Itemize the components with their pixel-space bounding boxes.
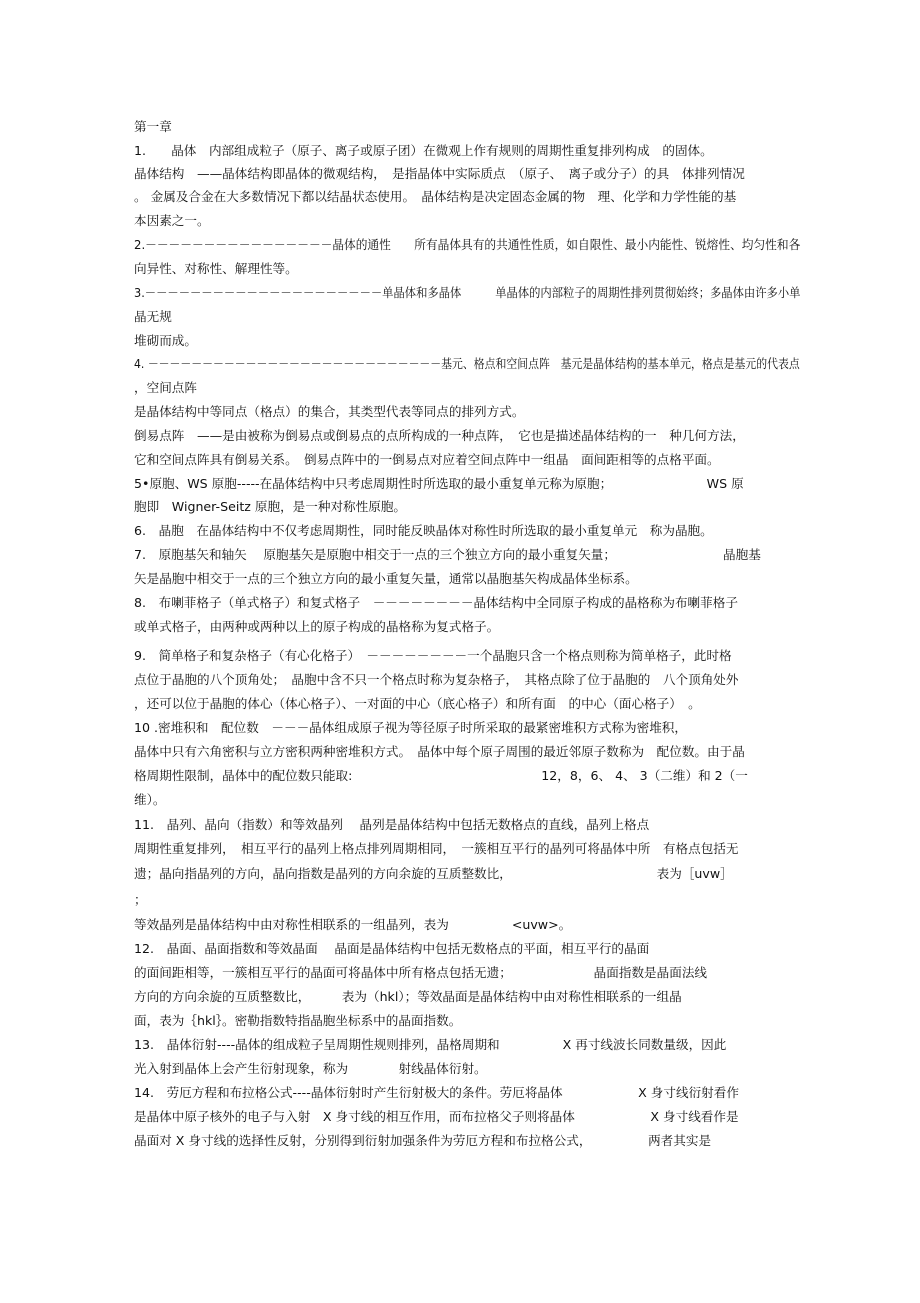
text-line: 是晶体结构中等同点（格点）的集合，其类型代表等同点的排列方式。 bbox=[134, 404, 525, 419]
text-line: 9. 简单格子和复杂格子（有心化格子） －－－－－－－－一个晶胞只含一个格点则称为简单格子，此时格 bbox=[134, 648, 732, 663]
text-line: 格周期性限制，晶体中的配位数只能取: 12，8，6、 4、 3（二维）和 2（一 bbox=[134, 768, 748, 783]
text-line: 倒易点阵 ——是由被称为倒易点或倒易点的点所构成的一种点阵， 它也是描述晶体结构的一 种几何方法， bbox=[134, 428, 745, 443]
text-line: 维）。 bbox=[134, 792, 166, 807]
text-line: 1. 晶体 内部组成粒子（原子、离子或原子团）在微观上作有规则的周期性重复排列构成 的固体。 bbox=[134, 143, 713, 158]
text-line: 8. 布喇菲格子（单式格子）和复式格子 －－－－－－－－晶体结构中全同原子构成的晶格称为布喇菲格子 bbox=[134, 595, 738, 610]
text-line: 。 金属及合金在大多数情况下都以结晶状态使用。 晶体结构是决定固态金属的物 理、化学和力学性能的基 bbox=[134, 189, 737, 204]
text-line: 14. 劳厄方程和布拉格公式----晶体衍射时产生衍射极大的条件。劳厄将晶体 X 身寸线衍射看作 bbox=[134, 1085, 739, 1100]
text-line: 5•原胞、WS 原胞-----在晶体结构中只考虑周期性时所选取的最小重复单元称为原胞； WS 原 bbox=[134, 476, 744, 491]
text-line: ； bbox=[134, 892, 147, 907]
text-line: 光入射到晶体上会产生衍射现象，称为 射线晶体衍射。 bbox=[134, 1061, 487, 1076]
text-line: 7. 原胞基矢和轴矢 原胞基矢是原胞中相交于一点的三个独立方向的最小重复矢量； 晶胞基 bbox=[134, 547, 761, 562]
text-line: 等效晶列是晶体结构中由对称性相联系的一组晶列，表为 <uvw>。 bbox=[134, 917, 572, 932]
text-line: 矢是晶胞中相交于一点的三个独立方向的最小重复矢量，通常以晶胞基矢构成晶体坐标系。 bbox=[134, 571, 638, 586]
text-line: 12. 晶面、晶面指数和等效晶面 晶面是晶体结构中包括无数格点的平面，相互平行的晶面 bbox=[134, 941, 650, 956]
text-line: 的面间距相等，一簇相互平行的晶面可将晶体中所有格点包括无遗； 晶面指数是晶面法线 bbox=[134, 965, 708, 980]
text-line: 11. 晶列、晶向（指数）和等效晶列 晶列是晶体结构中包括无数格点的直线，晶列上格点 bbox=[134, 817, 650, 832]
text-line: 4. －－－－－－－－－－－－－－－－－－－－－－－－－－－基元、格点和空间点阵 基元是晶体结构的基本单元，格点是基元的代表点 bbox=[134, 356, 800, 371]
text-line: 2.－－－－－－－－－－－－－－－－晶体的通性 所有晶体具有的共通性性质，如自限性、最小内能性、锐熔性、均匀性和各 bbox=[134, 237, 801, 252]
text-line: 晶体结构 ——晶体结构即晶体的微观结构， 是指晶体中实际质点 （原子、 离子或分子）的具 体排列情况 bbox=[134, 166, 745, 181]
text-line: 晶体中只有六角密积与立方密积两种密堆积方式。 晶体中每个原子周围的最近邻原子数称为 配位数。由于晶 bbox=[134, 744, 745, 759]
text-line: 向异性、对称性、解理性等。 bbox=[134, 261, 298, 276]
chapter-title: 第一章 bbox=[134, 119, 172, 134]
text-line: 或单式格子，由两种或两种以上的原子构成的晶格称为复式格子。 bbox=[134, 619, 500, 634]
text-line: 点位于晶胞的八个顶角处； 晶胞中含不只一个格点时称为复杂格子， 其格点除了位于晶胞的 八个顶角处外 bbox=[134, 672, 739, 687]
text-line: 3.－－－－－－－－－－－－－－－－－－－－－单晶体和多晶体 单晶体的内部粒子的周期性排列贯彻始终；多晶体由许多小单 bbox=[134, 285, 801, 300]
text-line: 它和空间点阵具有倒易关系。 倒易点阵中的一倒易点对应着空间点阵中一组晶 面间距相等的点格平面。 bbox=[134, 452, 720, 467]
text-line: 堆砌而成。 bbox=[134, 333, 197, 348]
text-line: 本因素之一。 bbox=[134, 213, 210, 228]
text-line: 6. 晶胞 在晶体结构中不仅考虑周期性，同时能反映晶体对称性时所选取的最小重复单元 称为晶胞。 bbox=[134, 523, 713, 538]
text-line: 晶无规 bbox=[134, 309, 172, 324]
text-line: 方向的方向余旋的互质整数比， 表为（hkl）；等效晶面是晶体结构中由对称性相联系的一组晶 bbox=[134, 989, 682, 1004]
text-line: ，空间点阵 bbox=[134, 380, 197, 395]
text-line: 晶面对 X 身寸线的选择性反射，分别得到衍射加强条件为劳厄方程和布拉格公式， 两者其实是 bbox=[134, 1133, 712, 1148]
text-line: 面，表为｛hkl｝。密勒指数特指晶胞坐标系中的晶面指数。 bbox=[134, 1013, 462, 1028]
text-line: 胞即 Wigner-Seitz 原胞，是一种对称性原胞。 bbox=[134, 499, 407, 514]
text-line: 遗；晶向指晶列的方向，晶向指数是晶列的方向余旋的互质整数比， 表为［uvw］ bbox=[134, 866, 733, 881]
text-line: 是晶体中原子核外的电子与入射 X 身寸线的相互作用，而布拉格父子则将晶体 X 身寸线看作是 bbox=[134, 1109, 739, 1124]
text-line: ，还可以位于晶胞的体心（体心格子）、一对面的中心（底心格子）和所有面 的中心（面心格子） 。 bbox=[134, 696, 701, 711]
text-line: 13. 晶体衍射----晶体的组成粒子呈周期性规则排列，晶格周期和 X 再寸线波长同数量级，因此 bbox=[134, 1037, 727, 1052]
text-line: 10 .密堆积和 配位数 －－－晶体组成原子视为等径原子时所采取的最紧密堆积方式称为密堆积， bbox=[134, 720, 687, 735]
text-line: 周期性重复排列， 相互平行的晶列上格点排列周期相同， 一簇相互平行的晶列可将晶体中所 有格点包括无 bbox=[134, 841, 739, 856]
